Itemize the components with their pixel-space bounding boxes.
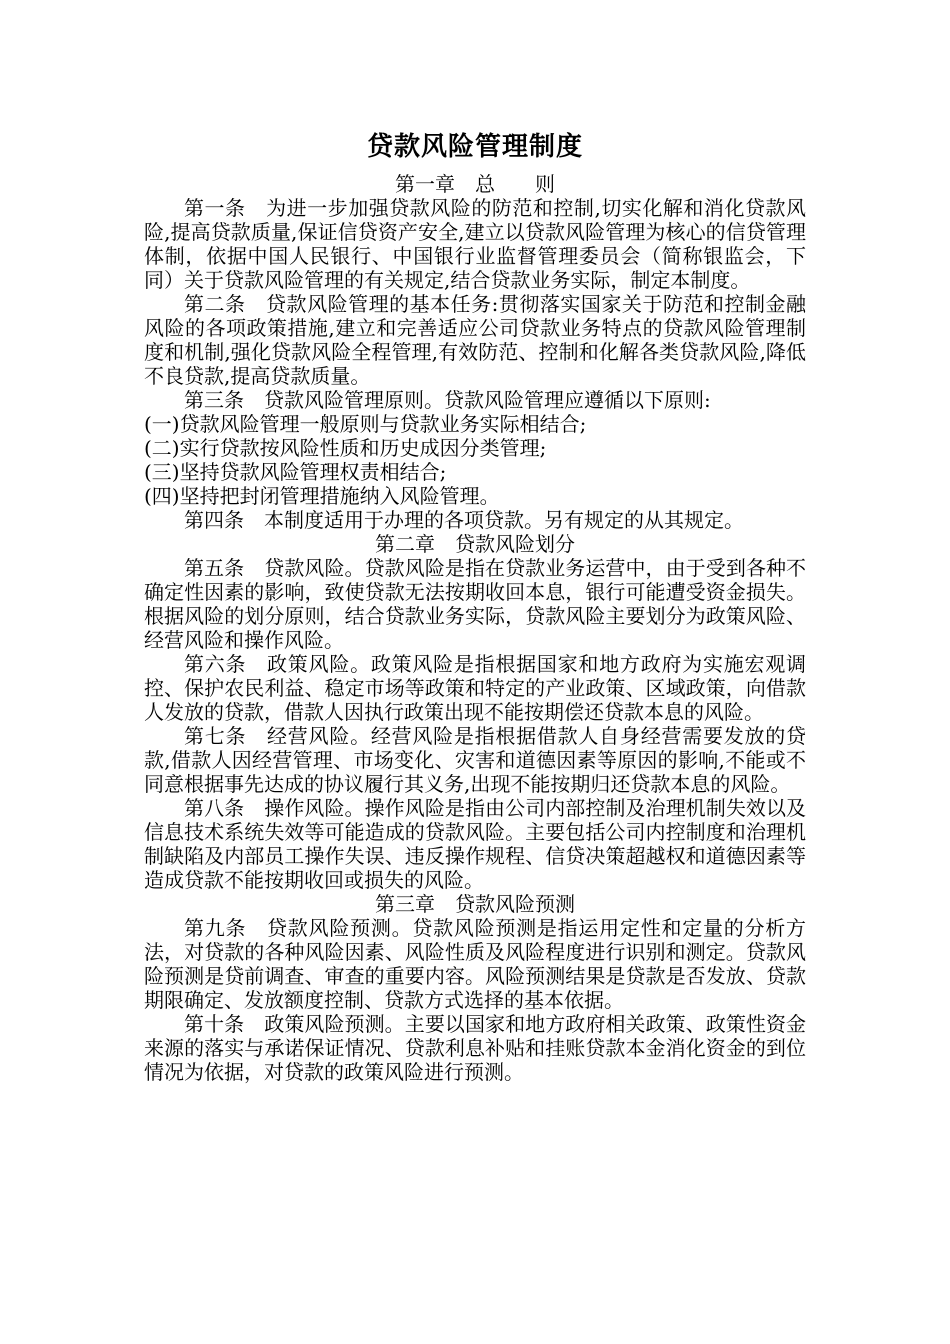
article-2 <box>144 292 806 388</box>
chapter-heading-3: 第三章 贷款风险预测 <box>375 892 575 916</box>
list-item: (四)坚持把封闭管理措施纳入风险管理。 <box>144 484 500 508</box>
chapter-heading-2: 第二章 贷款风险划分 <box>375 532 575 556</box>
article-number: 第七条 <box>184 724 247 748</box>
article-text: 政策风险。政策风险是指根据国家和地方政府为实施宏观调控、保护农民利益、稳定市场等政策和特定的产业政策、区域政策，向借款人发放的贷款，借款人因执行政策出现不能按期偿还贷款本息的风险。 <box>144 652 807 724</box>
document-page <box>144 130 806 1084</box>
article-1 <box>144 196 806 292</box>
article-number: 第六条 <box>184 652 247 676</box>
article-6 <box>144 652 806 724</box>
article-10 <box>144 1012 806 1084</box>
article-number: 第四条 <box>184 508 244 532</box>
article-3 <box>144 388 806 412</box>
article-4 <box>144 508 806 532</box>
article-number: 第五条 <box>184 556 245 580</box>
article-5 <box>144 556 806 652</box>
article-text: 为进一步加强贷款风险的防范和控制,切实化解和消化贷款风险,提高贷款质量,保证信贷资产安全,建立以贷款风险管理为核心的信贷管理体制，依据中国人民银行、中国银行业监督管理委员会（简称银监会，下同）关于贷款风险管理的有关规定,结合贷款业务实际，制定本制度。 <box>144 196 807 292</box>
article-9 <box>144 916 806 1012</box>
article-text: 政策风险预测。主要以国家和地方政府相关政策、政策性资金来源的落实与承诺保证情况、贷款利息补贴和挂账贷款本金消化资金的到位情况为依据，对贷款的政策风险进行预测。 <box>144 1012 807 1084</box>
article-8 <box>144 796 806 892</box>
article-number: 第十条 <box>184 1012 245 1036</box>
list-item: (三)坚持贷款风险管理权责相结合; <box>144 460 447 484</box>
article-text: 贷款风险管理原则。贷款风险管理应遵循以下原则: <box>264 388 711 412</box>
chapter-heading-1: 第一章 总 则 <box>395 172 555 196</box>
list-item: (一)贷款风险管理一般原则与贷款业务实际相结合; <box>144 412 587 436</box>
article-text: 经营风险。经营风险是指根据借款人自身经营需要发放的贷款,借款人因经营管理、市场变化、灾害和道德因素等原因的影响,不能或不同意根据事先达成的协议履行其义务,出现不能按期归还贷款本息的风险。 <box>144 724 807 796</box>
article-text: 操作风险。操作风险是指由公司内部控制及治理机制失效以及信息技术系统失效等可能造成的贷款风险。主要包括公司内控制度和治理机制缺陷及内部员工操作失误、违反操作规程、信贷决策超越权和道德因素等造成贷款不能按期收回或损失的风险。 <box>144 796 807 892</box>
article-number: 第八条 <box>184 796 245 820</box>
article-number: 第二条 <box>184 292 246 316</box>
article-text: 本制度适用于办理的各项贷款。另有规定的从其规定。 <box>264 508 744 532</box>
article-number: 第九条 <box>184 916 247 940</box>
article-text: 贷款风险。贷款风险是指在贷款业务运营中，由于受到各种不确定性因素的影响，致使贷款无法按期收回本息，银行可能遭受资金损失。根据风险的划分原则，结合贷款业务实际，贷款风险主要划分为政策风险、经营风险和操作风险。 <box>144 556 807 652</box>
article-text: 贷款风险预测。贷款风险预测是指运用定性和定量的分析方法，对贷款的各种风险因素、风险性质及风险程度进行识别和测定。贷款风险预测是贷前调查、审查的重要内容。风险预测结果是贷款是否发放、贷款期限确定、发放额度控制、贷款方式选择的基本依据。 <box>144 916 807 1012</box>
article-number: 第三条 <box>184 388 244 412</box>
article-number: 第一条 <box>184 196 246 220</box>
article-7 <box>144 724 806 796</box>
article-text: 贷款风险管理的基本任务:贯彻落实国家关于防范和控制金融风险的各项政策措施,建立和完善适应公司贷款业务特点的贷款风险管理制度和机制,强化贷款风险全程管理,有效防范、控制和化解各类贷款风险,降低不良贷款,提高贷款质量。 <box>144 292 807 388</box>
list-item: (二)实行贷款按风险性质和历史成因分类管理; <box>144 436 547 460</box>
document-title: 贷款风险管理制度 <box>366 132 583 162</box>
